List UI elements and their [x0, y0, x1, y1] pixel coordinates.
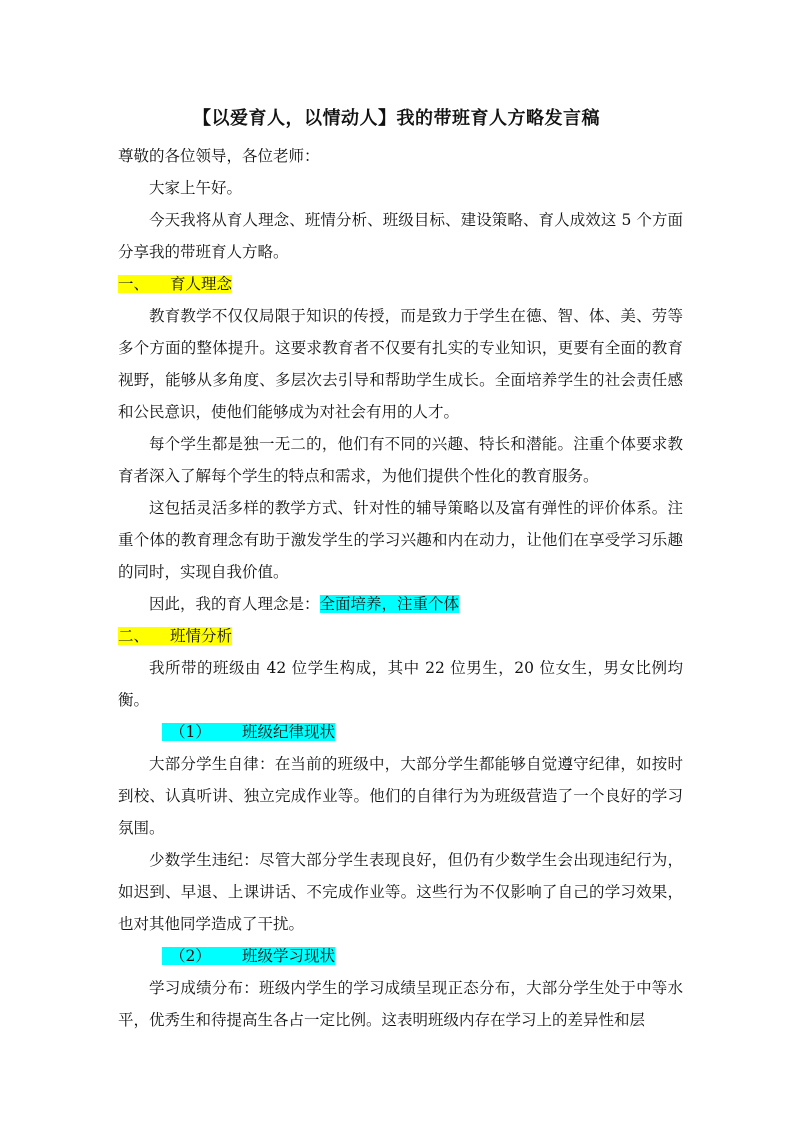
subheading-number: （2） [170, 947, 211, 965]
paragraph: 学习成绩分布：班级内学生的学习成绩呈现正态分布，大部分学生处于中等水平，优秀生和待提高生各占一定比例。这表明班级内存在学习上的差异性和层 [118, 979, 683, 1029]
subheading-label: 班级学习现状 [242, 947, 336, 965]
salutation: 尊敬的各位领导，各位老师： [118, 147, 320, 165]
subheading-1-highlight [162, 723, 335, 741]
section-heading-2 [118, 620, 683, 652]
paragraph: 每个学生都是独一无二的，他们有不同的兴趣、特长和潜能。注重个体要求教育者深入了解每个学生的特点和需求，为他们提供个性化的教育服务。 [118, 435, 683, 485]
subheading-label: 班级纪律现状 [242, 723, 336, 741]
section-label: 育人理念 [170, 275, 233, 293]
subheading-2-highlight [162, 947, 335, 965]
section-heading-1 [118, 268, 683, 300]
greeting: 大家上午好。 [149, 179, 243, 197]
section-number: 二、 [118, 627, 150, 645]
document-title: 【以爱育人，以情动人】我的带班育人方略发言稿 [193, 108, 600, 129]
subheading-1 [162, 716, 683, 748]
paragraph: 我所带的班级由 42 位学生构成，其中 22 位男生，20 位女生，男女比例均衡。 [118, 659, 683, 709]
paragraph: 少数学生违纪：尽管大部分学生表现良好，但仍有少数学生会出现违纪行为，如迟到、早退、上课讲话、不完成作业等。这些行为不仅影响了自己的学习效果，也对其他同学造成了干扰。 [118, 851, 683, 933]
section-number: 一、 [118, 275, 150, 293]
paragraph: 大部分学生自律：在当前的班级中，大部分学生都能够自觉遵守纪律，如按时到校、认真听讲、独立完成作业等。他们的自律行为为班级营造了一个良好的学习氛围。 [118, 755, 683, 837]
philosophy-prefix: 因此，我的育人理念是： [149, 595, 320, 613]
intro-paragraph: 今天我将从育人理念、班情分析、班级目标、建设策略、育人成效这 5 个方面分享我的带班育人方略。 [118, 211, 683, 261]
philosophy-statement [118, 588, 683, 620]
section-heading-2-highlight [118, 627, 232, 645]
subheading-number: （1） [170, 723, 211, 741]
paragraph: 教育教学不仅仅局限于知识的传授，而是致力于学生在德、智、体、美、劳等多个方面的整体提升。这要求教育者不仅要有扎实的专业知识，更要有全面的教育视野，能够从多角度、多层次去引导和帮助学生成长。全面培养学生的社会责任感和公民意识，使他们能够成为对社会有用的人才。 [118, 307, 683, 421]
paragraph: 这包括灵活多样的教学方式、针对性的辅导策略以及富有弹性的评价体系。注重个体的教育理念有助于激发学生的学习兴趣和内在动力，让他们在享受学习乐趣的同时，实现自我价值。 [118, 499, 683, 581]
section-label: 班情分析 [170, 627, 233, 645]
subheading-2 [162, 940, 683, 972]
document-body [118, 140, 683, 1036]
section-heading-1-highlight [118, 275, 232, 293]
philosophy-highlight: 全面培养，注重个体 [319, 595, 460, 613]
